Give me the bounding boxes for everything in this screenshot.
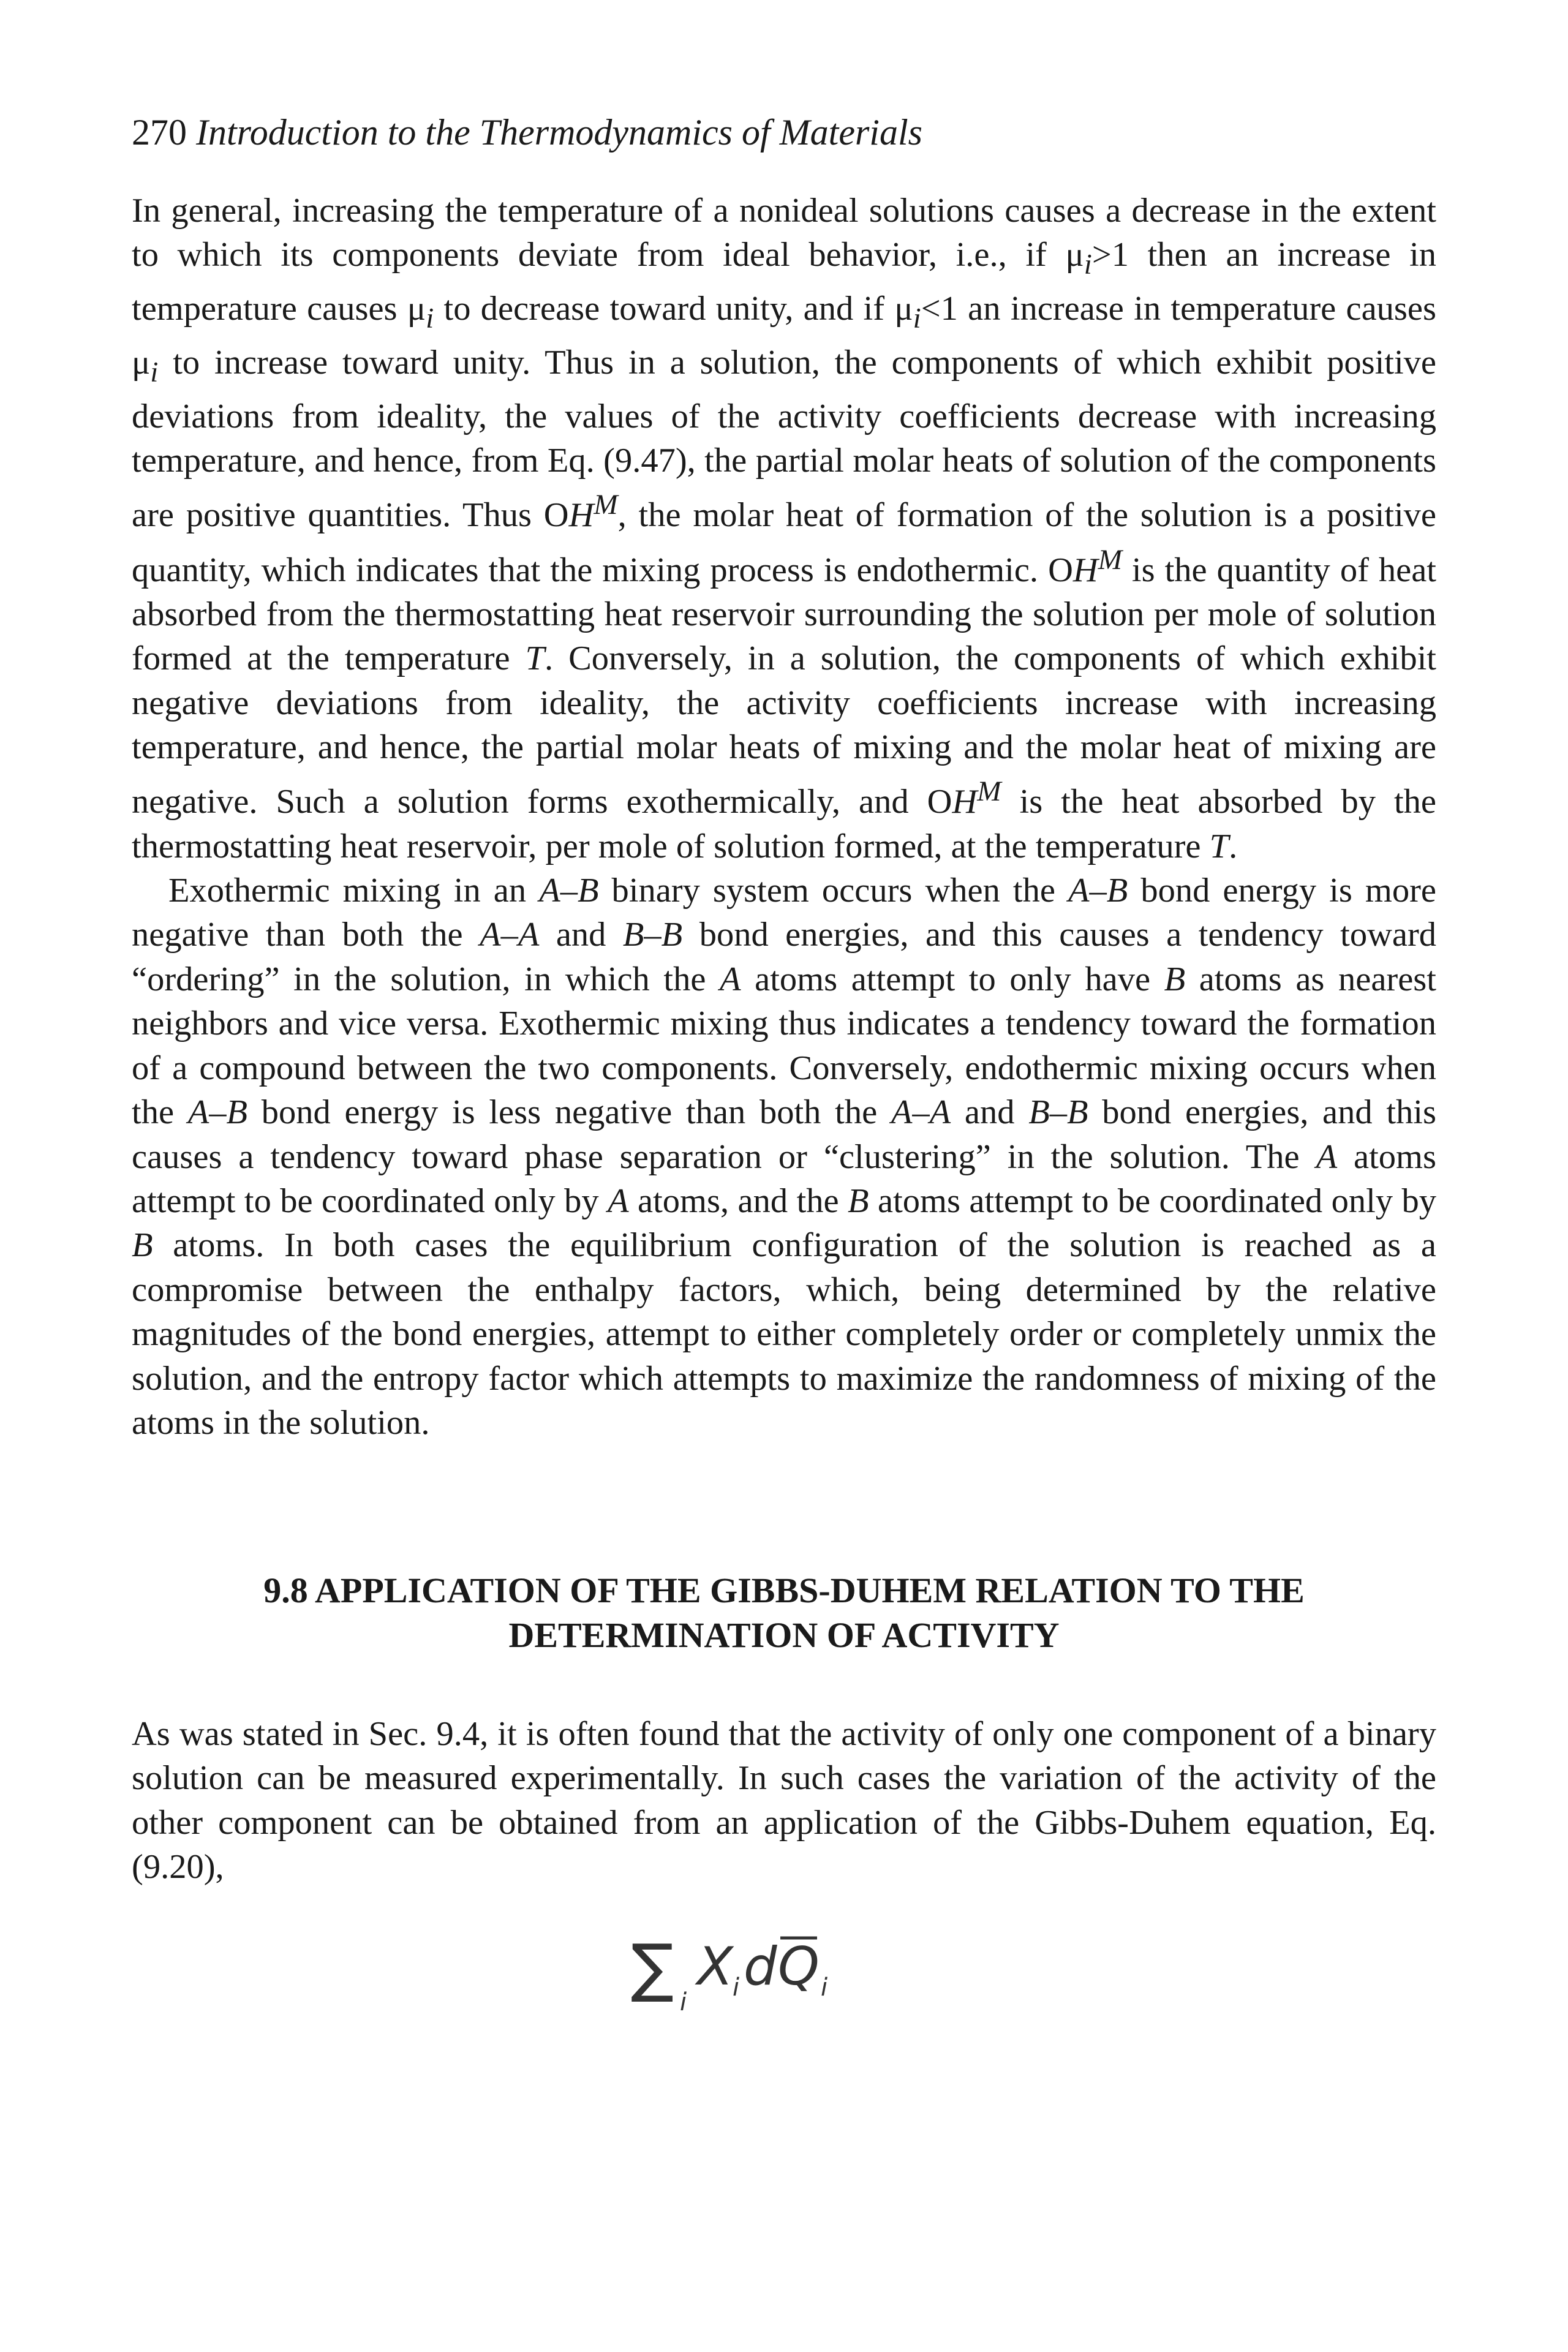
paragraph-exothermic-mixing: Exothermic mixing in an A–B binary system occurs when the A–B bond energy is more negative than both the A–A and B–B bond energies, and this causes a tendency toward “ordering” in the solution, in which the A atoms attempt to only have B atoms as nearest neighbors and vice versa. Exothermic mixing thus indicates a tendency toward the formation of a compound between the two components. Conversely, endothermic mixing occurs when the A–B bond energy is less negative than both the A–A and B–B bond energies, and this causes a tendency toward phase separation or “clustering” in the solution. The A atoms attempt to be coordinated only by A atoms, and the B atoms attempt to be coordinated only by B atoms. In both cases the equilibrium configuration of the solution is reached as a compromise between the enthalpy factors, which, being determined by the relative magnitudes of the bond energies, attempt to either completely order or completely unmix the solution, and the entropy factor which attempts to maximize the randomness of mixing of the atoms in the solution. <box>132 872 1437 1442</box>
section-heading-line-1: 9.8 APPLICATION OF THE GIBBS-DUHEM RELATION TO THE <box>263 1570 1305 1610</box>
running-head <box>132 110 922 154</box>
differential-d: d <box>744 1936 777 1997</box>
section-heading <box>132 1568 1436 1657</box>
summation-index: i <box>680 1988 687 2015</box>
paragraph-gibbs-duhem-intro: As was stated in Sec. 9.4, it is often found that the activity of only one component of a binary solution can be measured experimentally. In such cases the variation of the activity of the other component can be obtained from an application of the Gibbs-Duhem equation, Eq. (9.20), <box>132 1715 1436 1887</box>
body-text-top <box>132 189 1436 1445</box>
section-heading-line-2: DETERMINATION OF ACTIVITY <box>508 1615 1060 1655</box>
summation-symbol: ∑ <box>631 1930 674 2005</box>
body-text-section <box>132 1712 1436 1890</box>
variable-q-subscript: i <box>821 1973 828 2002</box>
book-title: Introduction to the Thermodynamics of Materials <box>196 112 922 153</box>
variable-x-subscript: i <box>733 1973 740 2002</box>
variable-q: Q <box>778 1936 820 1997</box>
gibbs-duhem-equation <box>631 1923 876 2015</box>
variable-x: X <box>697 1936 733 1997</box>
paragraph-temperature-effect: In general, increasing the temperature of a nonideal solutions causes a decrease in the extent to which its components deviate from ideal behavior, i.e., if $\mu_i>1$ then an increase in temperature causes $\mu_i$ to decrease toward unity, and if $\mu_i<1$ an increase in temperature causes $\mu_i$ to increase toward unity. Thus in a solution, the components of which exhibit positive deviations from ideality, the values of the activity coefficients decrease with increasing temperature, and hence, from Eq. (9.47), the partial molar heats of solution of the components are positive quantities. Thus $OH^M$, the molar heat of formation of the solution is a positive quantity, which indicates that the mixing process is endothermic. $OH^M$ is the quantity of heat absorbed from the thermostatting heat reservoir surrounding the solution per mole of solution formed at the temperature T. Conversely, in a solution, the components of which exhibit negative deviations from ideality, the activity coefficients increase with increasing temperature, and hence, the partial molar heats of mixing and the molar heat of mixing are negative. Such a solution forms exothermically, and $OH^M$ is the heat absorbed by the thermostatting heat reservoir, per mole of solution formed, at the temperature T. <box>132 192 1437 865</box>
page-number: 270 <box>132 112 187 153</box>
